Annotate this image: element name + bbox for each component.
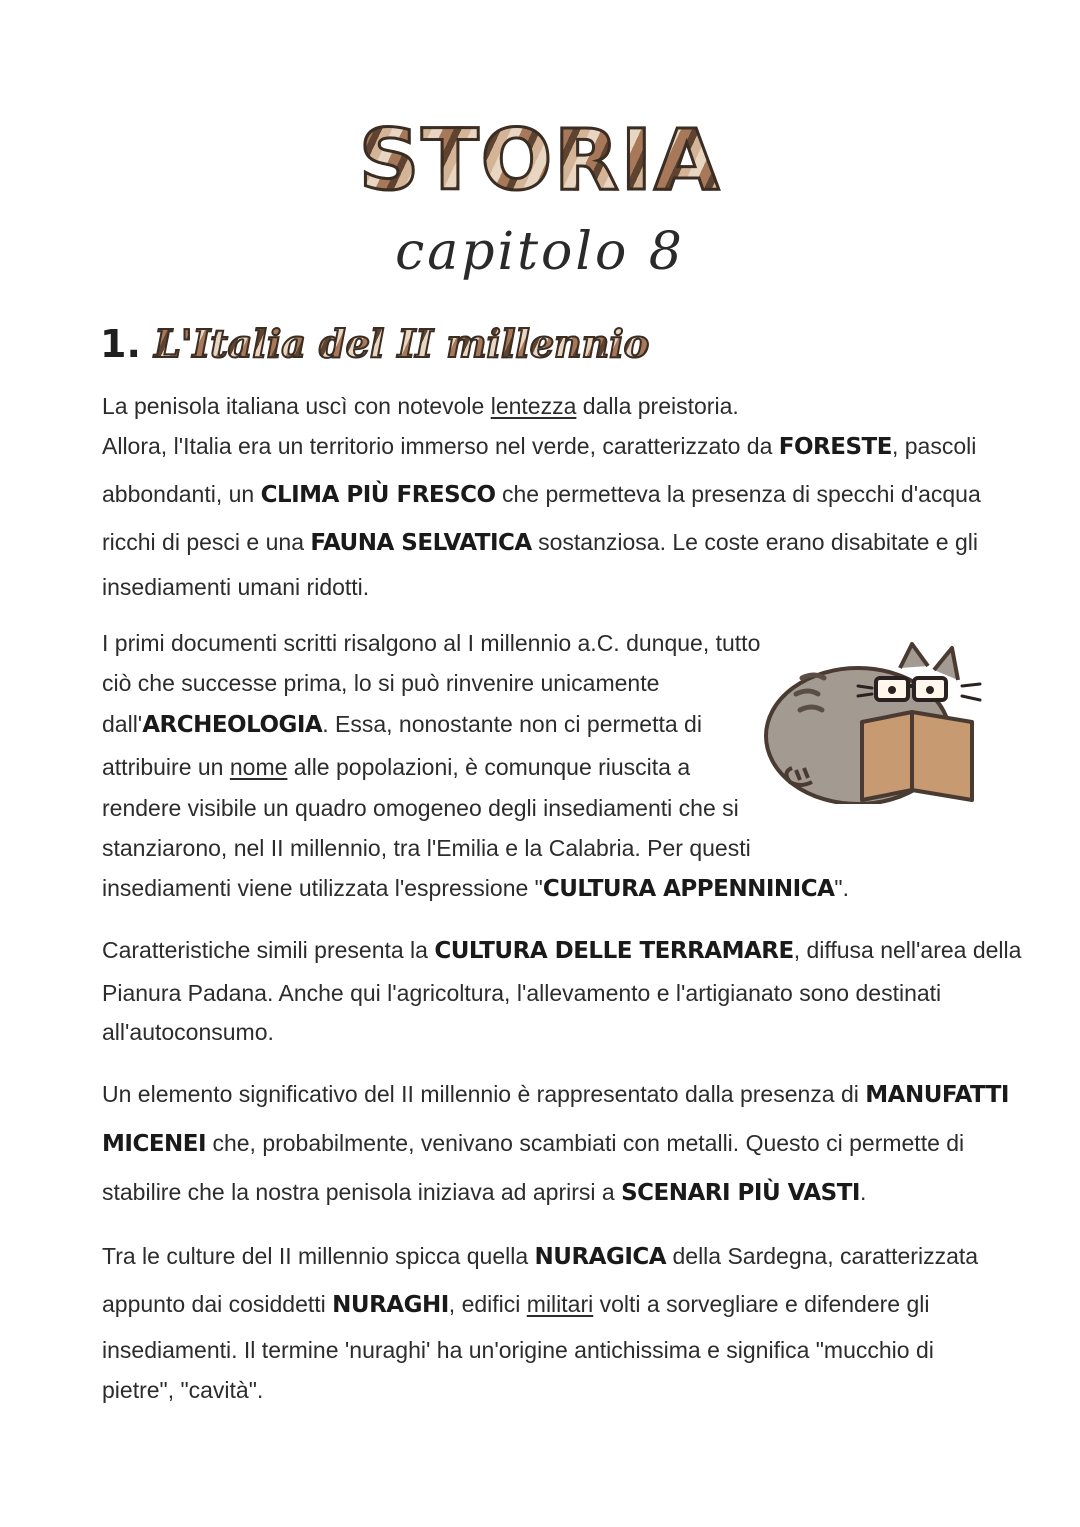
text-line: Pianura Padana. Anche qui l'agricoltura, l'allevamento e l'artigianato sono destinati	[102, 980, 942, 1006]
text-line: rendere visibile un quadro omogeneo degli insediamenti che si	[102, 795, 739, 821]
underlined-word: militari	[526, 1291, 594, 1317]
text-line: Un elemento significativo del II millennio è rappresentato dalla presenza di MANUFATTI	[102, 1081, 1009, 1108]
keyword: NURAGICA	[534, 1244, 667, 1270]
text-line: dall'ARCHEOLOGIA. Essa, nonostante non ci permetta di	[102, 711, 702, 738]
paragraph-2	[102, 623, 849, 909]
keyword: ARCHEOLOGIA	[142, 712, 323, 738]
text-line: attribuire un nome alle popolazioni, è comunque riuscita a	[102, 754, 691, 780]
underlined-word: lentezza	[490, 393, 577, 419]
cat-reading-book-icon	[762, 640, 986, 804]
text-line: I primi documenti scritti risalgono al I millennio a.C. dunque, tutto	[102, 630, 761, 656]
paragraph-3	[102, 928, 1022, 1051]
section-number: 1.	[100, 322, 141, 366]
keyword: FORESTE	[778, 434, 892, 460]
text-line: abbondanti, un CLIMA PIÙ FRESCO che permetteva la presenza di specchi d'acqua	[102, 481, 981, 508]
keyword: NURAGHI	[332, 1292, 449, 1318]
text-line: Caratteristiche simili presenta la CULTURA DELLE TERRAMARE, diffusa nell'area della	[102, 937, 1022, 964]
text-line: Tra le culture del II millennio spicca quella NURAGICA della Sardegna, caratterizzata	[102, 1243, 979, 1270]
text-line: La penisola italiana uscì con notevole lentezza dalla preistoria.	[102, 393, 739, 419]
text-line: insediamenti. Il termine 'nuraghi' ha un'origine antichissima e significa "mucchio di	[102, 1337, 934, 1363]
paragraph-4	[102, 1070, 1009, 1217]
keyword: SCENARI PIÙ VASTI	[621, 1180, 860, 1206]
chapter-subtitle: capitolo 8	[395, 222, 685, 282]
text-line: insediamenti umani ridotti.	[102, 574, 370, 600]
keyword: FAUNA SELVATICA	[310, 530, 532, 556]
paragraph-1	[102, 389, 981, 608]
text-line: ciò che successe prima, lo si può rinvenire unicamente	[102, 670, 660, 696]
keyword: MANUFATTI	[865, 1082, 1009, 1108]
text-line: stabilire che la nostra penisola iniziava ad aprirsi a SCENARI PIÙ VASTI.	[102, 1179, 867, 1206]
text-line: MICENEI che, probabilmente, venivano scambiati con metalli. Questo ci permette di	[102, 1130, 965, 1157]
keyword: MICENEI	[102, 1131, 207, 1157]
text-line: ricchi di pesci e una FAUNA SELVATICA sostanziosa. Le coste erano disabitate e gli	[102, 529, 978, 556]
text-line: insediamenti viene utilizzata l'espressione "CULTURA APPENNINICA".	[102, 875, 849, 902]
keyword: CULTURA DELLE TERRAMARE	[434, 938, 794, 964]
text-line: appunto dai cosiddetti NURAGHI, edifici militari volti a sorvegliare e difendere gli	[102, 1291, 930, 1318]
paragraph-5	[102, 1233, 979, 1409]
underlined-word: nome	[229, 754, 288, 780]
section-title-text: L'Italia del II millennio	[154, 321, 650, 366]
text-line: pietre", "cavità".	[102, 1377, 264, 1403]
page-title: STORIA	[0, 118, 1080, 202]
keyword: CLIMA PIÙ FRESCO	[260, 482, 496, 508]
text-line: all'autoconsumo.	[102, 1019, 274, 1045]
text-line: Allora, l'Italia era un territorio immerso nel verde, caratterizzato da FORESTE, pascoli	[102, 433, 977, 460]
keyword: CULTURA APPENNINICA	[542, 876, 835, 902]
section-heading	[100, 321, 650, 366]
text-line: stanziarono, nel II millennio, tra l'Emilia e la Calabria. Per questi	[102, 835, 751, 861]
